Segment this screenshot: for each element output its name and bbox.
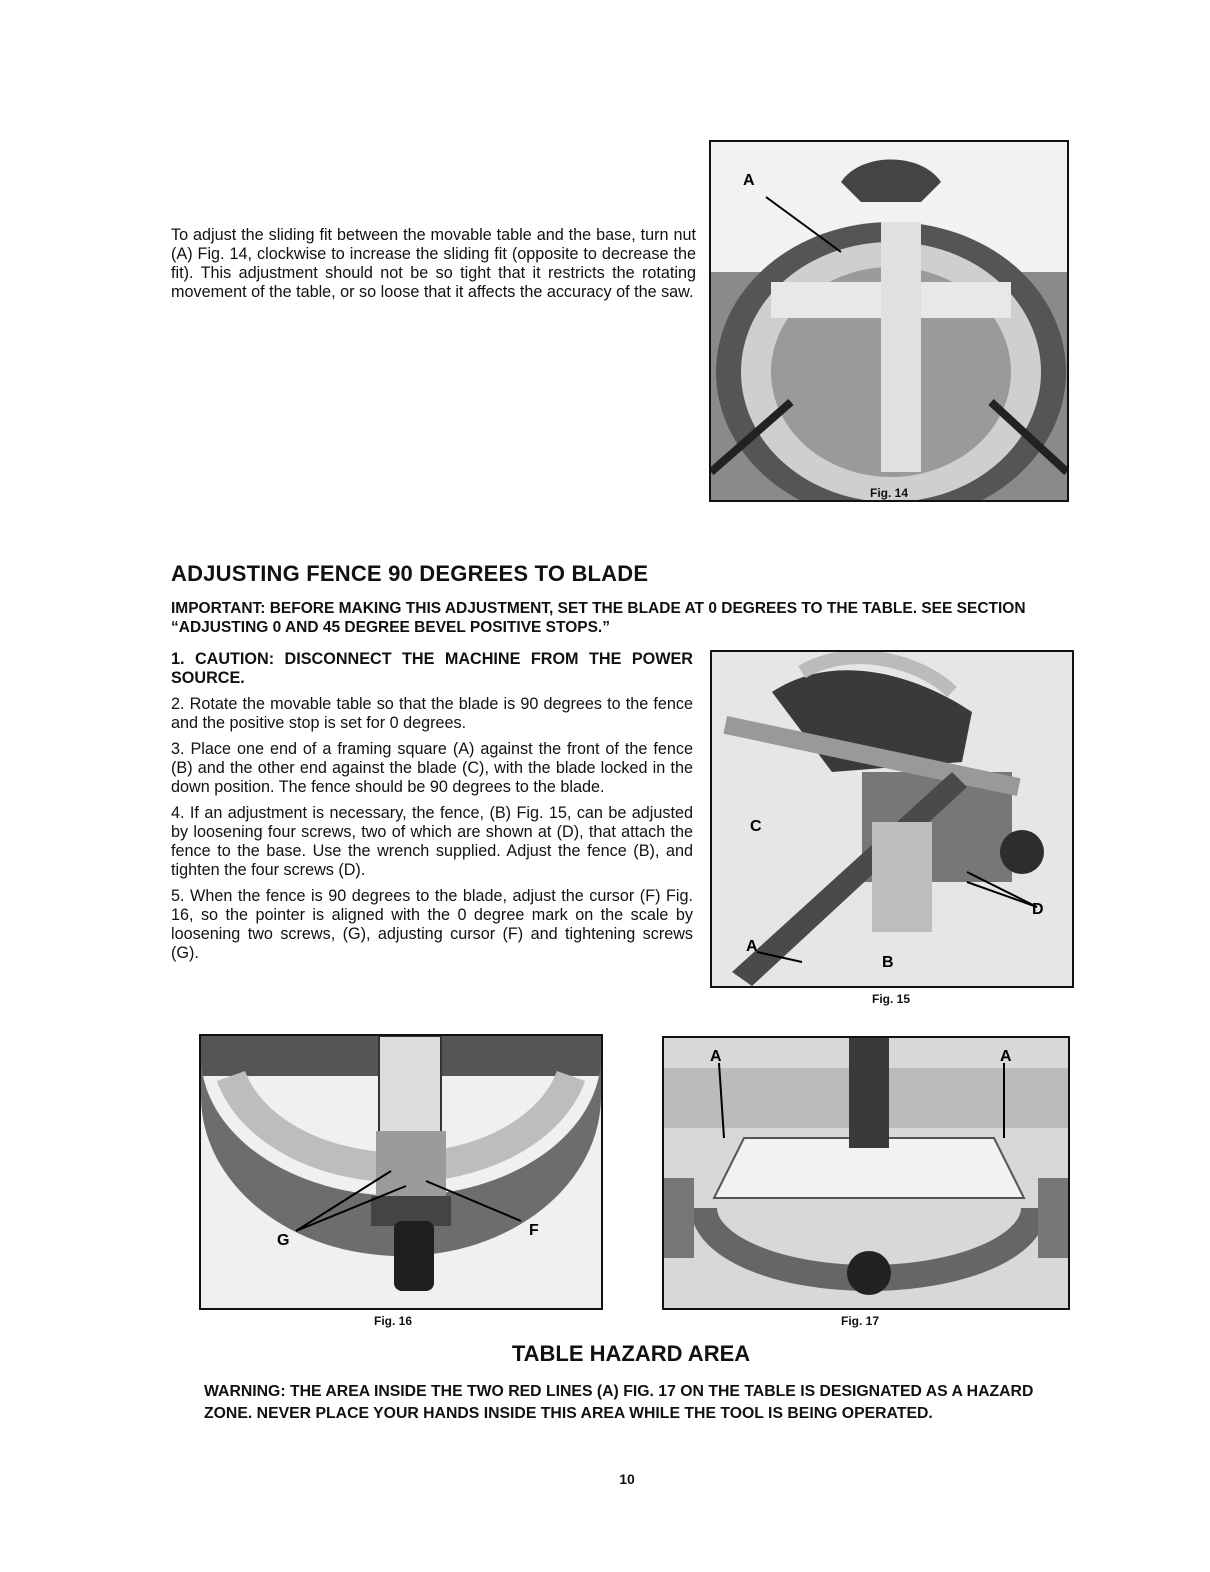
step-3: 3. Place one end of a framing square (A) against the front of the fence (B) and the other end against the blade (C), with the blade locked in the down position. The fence should be 90 degrees to the blade.	[171, 740, 693, 796]
fig16-photo	[199, 1034, 603, 1310]
step-5: 5. When the fence is 90 degrees to the blade, adjust the cursor (F) Fig. 16, so the pointer is aligned with the 0 degree mark on the scale by loosening two screws, (G), adjusting cursor (F) and tightening screws (G).	[171, 887, 693, 962]
fig15-callout-d: D	[1032, 901, 1044, 918]
fig15-caption: Fig. 15	[872, 992, 911, 1006]
section-title: ADJUSTING FENCE 90 DEGREES TO BLADE	[171, 561, 649, 586]
fig17-illustration	[664, 1038, 1068, 1308]
page-number: 10	[619, 1471, 635, 1487]
step-4: 4. If an adjustment is necessary, the fence, (B) Fig. 15, can be adjusted by loosening four screws, two of which are shown at (D), that attach the fence to the base. Use the wrench supplied. Adjust the fence (B), and tighten the four screws (D).	[171, 804, 693, 879]
fig16-caption: Fig. 16	[374, 1314, 413, 1328]
hazard-title: TABLE HAZARD AREA	[511, 1341, 751, 1366]
fig15-callout-c: C	[750, 818, 762, 835]
important-note: IMPORTANT: BEFORE MAKING THIS ADJUSTMENT, SET THE BLADE AT 0 DEGREES TO THE TABLE. SEE SECTION “ADJUSTING 0 AND 45 DEGREE BEVEL POSITIVE STOPS.”	[171, 600, 1026, 636]
fig16-callout-f: F	[529, 1222, 539, 1239]
fig17-callout-a-right: A	[1000, 1048, 1012, 1065]
fig14-caption: Fig. 14	[870, 486, 909, 500]
fig17-callout-a-left: A	[710, 1048, 722, 1065]
fig15-callout-b: B	[882, 954, 894, 971]
hazard-warning: WARNING: THE AREA INSIDE THE TWO RED LINES (A) FIG. 17 ON THE TABLE IS DESIGNATED AS A HAZARD ZONE. NEVER PLACE YOUR HANDS INSIDE THIS AREA WHILE THE TOOL IS BEING OPERATED.	[204, 1383, 1034, 1422]
fig14-photo	[709, 140, 1069, 502]
fig16-illustration	[201, 1036, 601, 1308]
step-1: 1. CAUTION: DISCONNECT THE MACHINE FROM THE POWER SOURCE.	[171, 650, 693, 687]
fig17-photo	[662, 1036, 1070, 1310]
fig15-illustration	[712, 652, 1072, 986]
fig16-callout-g: G	[277, 1232, 290, 1249]
intro-paragraph: To adjust the sliding fit between the movable table and the base, turn nut (A) Fig. 14, clockwise to increase the sliding fit (opposite to decrease the fit). This adjustment should not be so tight that it restricts the rotating movement of the table, or so loose that it affects the accuracy of the saw.	[171, 226, 696, 301]
fig14-callout-a: A	[743, 172, 755, 189]
steps-list	[171, 650, 693, 970]
fig15-callout-a: A	[746, 938, 758, 955]
fig17-caption: Fig. 17	[841, 1314, 880, 1328]
fig15-photo	[710, 650, 1074, 988]
fig14-illustration	[711, 142, 1067, 500]
step-2: 2. Rotate the movable table so that the blade is 90 degrees to the fence and the positive stop is set for 0 degrees.	[171, 695, 693, 732]
